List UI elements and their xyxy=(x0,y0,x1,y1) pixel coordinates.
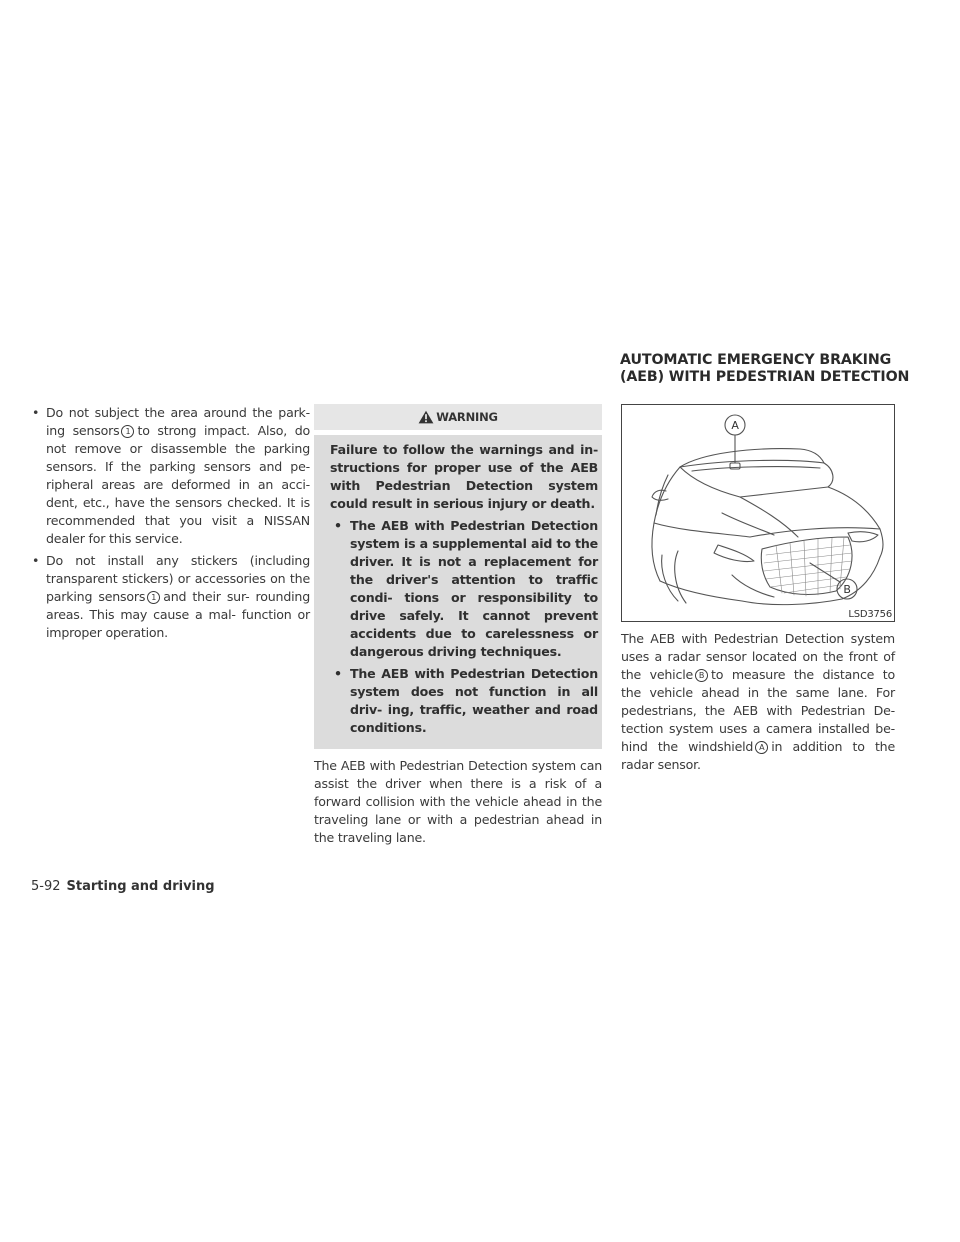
aeb-description: The AEB with Pedestrian Detection system can assist the driver when there is a risk of a forward collision with the vehicle ahead in the traveling lane or with a pedestrian ahead in the traveling lane. xyxy=(314,758,602,845)
bullet-text-start: Do not subject the area around the park- ing sensors xyxy=(46,405,310,438)
warning-header xyxy=(314,404,602,435)
warning-intro: Failure to follow the warnings and in- structions for proper use of the AEB with Pedestrian Detection system could result in serious injury or death. xyxy=(330,442,598,511)
warning-bullet xyxy=(330,517,598,661)
left-column xyxy=(32,404,310,646)
page-footer xyxy=(31,879,215,894)
warning-title: WARNING xyxy=(436,410,498,424)
page-number: 5-92 xyxy=(31,879,61,894)
bullet-text-end: to strong impact. Also, do not remove or disassemble the parking sensors. If the parking sensors and pe- ripheral areas are deformed in an acci- dent, etc., have the sensors checked. It is recommended that you visit a NISSAN dealer for this service. xyxy=(46,423,310,546)
radar-text-2: to measure the distance to the vehicle ahead in the same lane. For pedestrians, the AEB with Pedestrian De- tection system uses a camera installed be- hind the windshield xyxy=(621,667,895,754)
list-item xyxy=(32,552,310,642)
warning-bullet xyxy=(330,665,598,737)
section-title xyxy=(620,352,920,386)
right-column xyxy=(621,404,895,774)
bullet-marker: • xyxy=(32,553,40,568)
radar-text-3: in addition to the radar sensor. xyxy=(621,739,896,772)
list-item xyxy=(32,404,310,548)
callout-a-label: A xyxy=(731,419,739,432)
car-illustration xyxy=(621,404,895,622)
callout-marker-b: B xyxy=(695,669,708,682)
callout-marker: 1 xyxy=(147,591,160,604)
radar-description xyxy=(621,630,895,774)
callout-b-label: B xyxy=(843,583,851,596)
car-drawing xyxy=(622,405,894,621)
warning-box xyxy=(314,404,602,749)
bullet-text-start: Do not install any stickers (including transparent stickers) or accessories on the parking sensors xyxy=(46,553,310,604)
bullet-marker: • xyxy=(334,666,342,681)
chapter-title: Starting and driving xyxy=(66,879,215,894)
section-title-line2: (AEB) WITH PEDESTRIAN DETECTION xyxy=(620,369,910,385)
warning-bullet-text: The AEB with Pedestrian Detection system does not function in all driv- ing, traffic, weather and road conditions. xyxy=(350,666,598,735)
warning-body xyxy=(314,435,602,749)
callout-marker-a: A xyxy=(755,741,768,754)
section-title-line1: AUTOMATIC EMERGENCY BRAKING xyxy=(620,352,892,368)
bullet-text-end: and their sur- rounding areas. This may cause a mal- function or improper operation. xyxy=(46,589,310,640)
bullet-marker: • xyxy=(334,518,342,533)
bullet-marker: • xyxy=(32,405,40,420)
radar-text-1: The AEB with Pedestrian Detection system uses a radar sensor located on the front of the vehicle xyxy=(621,631,895,682)
callout-marker: 1 xyxy=(121,425,134,438)
figure-label: LSD3756 xyxy=(848,609,892,620)
warning-icon xyxy=(418,410,434,424)
middle-column xyxy=(314,404,602,847)
warning-bullet-text: The AEB with Pedestrian Detection system is a supplemental aid to the driver. It is not a replacement for the driver's attention to traffic condi- tions or responsibility to drive safely. It cannot prevent accidents due to carelessness or dangerous driving techniques. xyxy=(350,518,598,659)
